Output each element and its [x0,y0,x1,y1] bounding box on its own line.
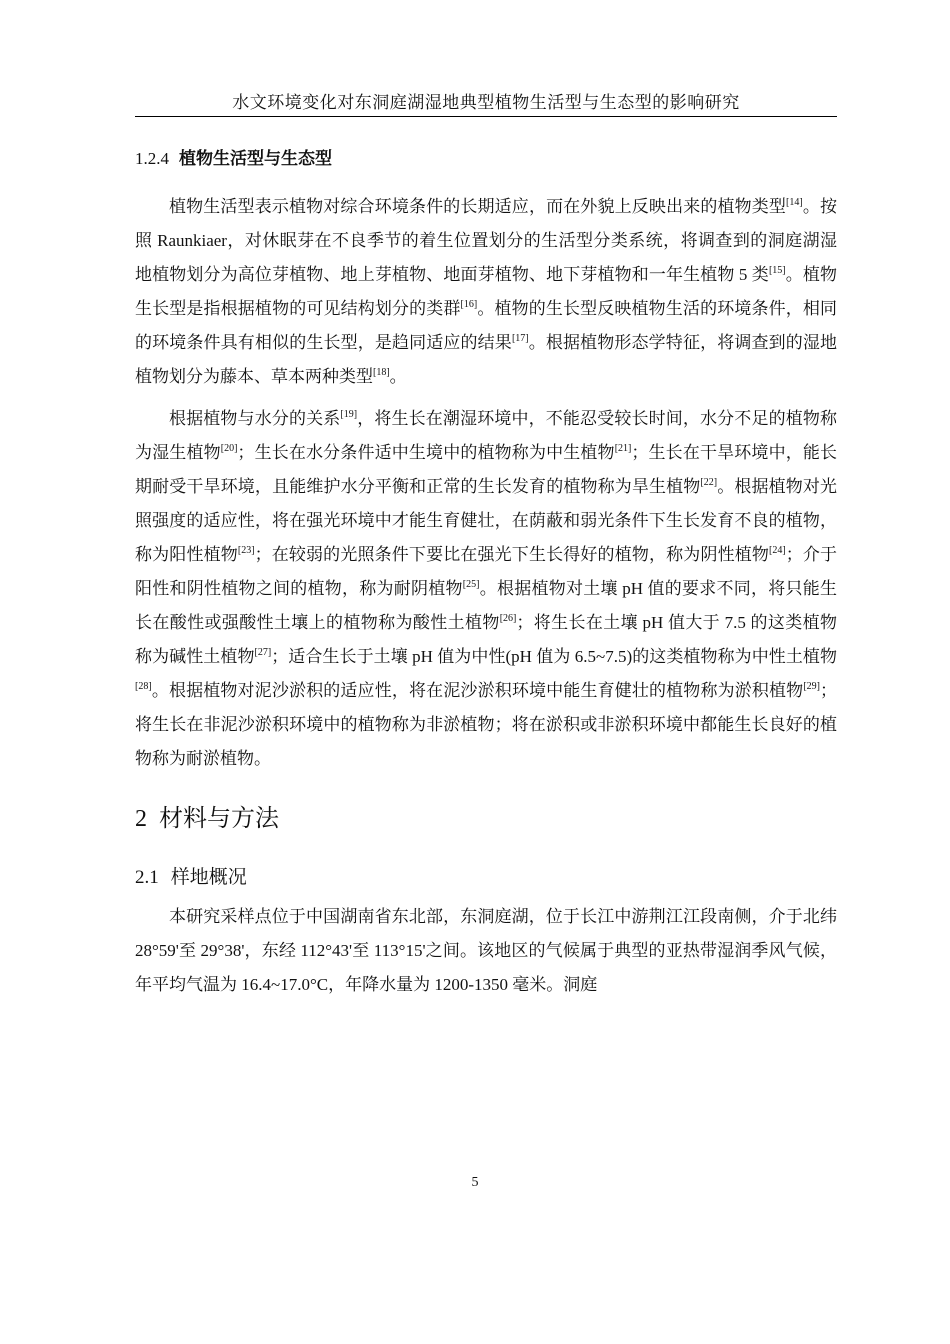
citation: [14] [786,197,803,208]
section-number: 1.2.4 [135,149,169,168]
citation: [15] [768,265,786,276]
text-run: 。根据植物对光照强度的适应性，将在强光环境中才能生育健壮，在荫蔽和弱光条件下生长发育不良的植物，称为阳性植物 [135,477,838,564]
running-header: 水文环境变化对东洞庭湖湿地典型植物生活型与生态型的影响研究 [232,93,740,113]
citation: [27] [254,647,272,658]
text-run: ；介于阳性和阴性植物之间的植物，称为耐阴植物 [135,545,838,598]
text-run: 。根据植物对泥沙淤积的适应性，将在泥沙淤积环境中能生育健壮的植物称为淤积植物 [151,681,804,700]
section-2-1-heading [135,860,837,894]
text-run: 。根据植物形态学特征，将调查到的湿地植物划分为藤本、草本两种类型 [135,333,838,386]
citation: [29] [803,681,820,692]
citation: [25] [462,579,480,590]
page-number: 5 [471,1175,479,1190]
section-title: 植物生活型与生态型 [179,149,332,169]
text-run: ；将生长在土壤 pH 值大于 7.5 的这类植物称为碱性土植物 [135,613,837,666]
text-run: ；将生长在非泥沙淤积环境中的植物称为非淤植物；将在淤积或非淤积环境中都能生长良好的植物称为耐淤植物。 [135,681,837,768]
citation: [18] [373,367,390,378]
text-run: 。 [389,367,407,386]
citation: [24] [769,545,786,556]
citation: [19] [340,409,358,420]
citation: [22] [700,477,718,488]
page-content [135,146,837,1010]
chapter-number: 2 [135,806,147,832]
paragraph-study-site: 本研究采样点位于中国湖南省东北部，东洞庭湖，位于长江中游荆江江段南侧，介于北纬 28°59'至 29°38'，东经 112°43'至 113°15'之间。该地区的气候属于典型的亚热带湿润季风气候，年平均气温为 16.4~17.0°C，年降水量为 1200-1350 毫米。洞庭 [135,907,837,994]
citation: [26] [499,613,517,624]
citation: [21] [614,443,632,454]
section-title: 样地概况 [170,866,247,888]
citation: [16] [460,299,478,310]
text-run: 根据植物与水分的关系 [169,409,341,428]
paragraph-life-form [135,190,837,394]
text-run: 。按照 Raunkiaer，对休眠芽在不良季节的着生位置划分的生活型分类系统，将调查到的洞庭湖湿地植物划分为高位芽植物、地上芽植物、地面芽植物、地下芽植物和一年生植物 5 类 [135,197,837,284]
citation: [28] [135,681,152,692]
text-run: 。植物生长型是指根据植物的可见结构划分的类群 [135,265,837,318]
header-rule [135,116,837,117]
citation: [17] [511,333,529,344]
chapter-title: 材料与方法 [159,804,279,832]
section-number: 2.1 [135,867,159,888]
text-run: ；生长在水分条件适中生境中的植物称为中生植物 [237,443,615,462]
citation: [20] [220,443,238,454]
text-run: ，将生长在潮湿环境中，不能忍受较长时间，水分不足的植物称为湿生植物 [135,409,838,462]
text-run: 。根据植物对土壤 pH 值的要求不同，将只能生长在酸性或强酸性土壤上的植物称为酸性土植物 [135,579,838,632]
text-run: 。植物的生长型反映植物生活的环境条件，相同的环境条件具有相似的生长型，是趋同适应的结果 [135,299,837,352]
citation: [23] [237,545,255,556]
paragraph-ecotype [135,402,837,776]
text-run: ；适合生长于土壤 pH 值为中性(pH 值为 6.5~7.5)的这类植物称为中性土植物 [271,647,838,666]
text-run: 植物生活型表示植物对综合环境条件的长期适应，而在外貌上反映出来的植物类型 [169,197,787,216]
section-1-2-4-heading [135,146,837,172]
chapter-2-heading [135,798,837,838]
text-run: ；在较弱的光照条件下要比在强光下生长得好的植物，称为阴性植物 [254,545,770,564]
text-run: ；生长在干旱环境中，能长期耐受干旱环境，且能维护水分平衡和正常的生长发育的植物称为旱生植物 [135,443,838,496]
